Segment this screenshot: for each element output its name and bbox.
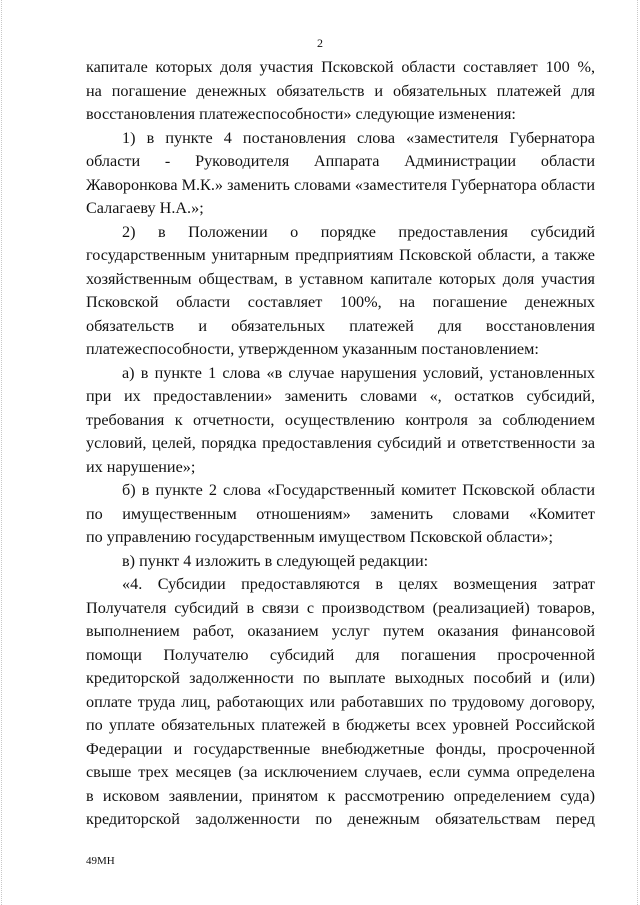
page-number: 2 xyxy=(317,36,323,50)
text-line: помощи Получателю субсидий для погашения просроченной xyxy=(86,645,595,664)
text-line: б) в пункте 2 слова «Государственный комитет Псковской области xyxy=(122,481,595,499)
text-line: Псковской области составляет 100%, на погашение денежных xyxy=(86,293,595,311)
footer-code: 49МН xyxy=(86,855,115,867)
text-line: выполнением работ, оказанием услуг путем оказания финансовой xyxy=(86,622,595,640)
text-line: 2) в Положении о порядке предоставления субсидий xyxy=(122,222,595,241)
text-line: Федерации и государственные внебюджетные фонды, просроченной xyxy=(86,739,595,758)
text-line: капитале которых доля участия Псковской области составляет 100 %, xyxy=(86,58,595,76)
text-line: хозяйственным обществам, в уставном капитале которых доля участия xyxy=(86,269,595,288)
text-line: по управлению государственным имуществом Псковской области»; xyxy=(86,528,553,546)
text-line: по имущественным отношениям» заменить словами «Комитет xyxy=(86,504,595,523)
text-line: а) в пункте 1 слова «в случае нарушения условий, установленных xyxy=(122,363,595,382)
text-line: оплате труда лиц, работающих или работавших по трудовому договору, xyxy=(86,692,595,711)
text-line: свыше трех месяцев (за исключением случаев, если сумма определена xyxy=(86,763,595,781)
text-line: кредиторской задолженности по денежным обязательствам перед xyxy=(86,810,595,828)
text-line: области - Руководителя Аппарата Администрации области xyxy=(86,152,595,170)
text-line: кредиторской задолженности по выплате выходных пособий и (или) xyxy=(86,669,595,687)
text-line: «4. Субсидии предоставляются в целях возмещения затрат xyxy=(122,575,595,593)
text-line: в) пункт 4 изложить в следующей редакции: xyxy=(122,551,429,570)
text-line: по уплате обязательных платежей в бюджеты всех уровней Российской xyxy=(86,716,595,734)
text-line: восстановления платежеспособности» следующие изменения: xyxy=(86,105,516,123)
text-line: платежеспособности, утвержденном указанным постановлением: xyxy=(86,340,539,358)
text-line: требования к отчетности, осуществлению контроля за соблюдением xyxy=(86,410,595,429)
text-line: на погашение денежных обязательств и обязательных платежей для xyxy=(86,81,595,100)
body-text xyxy=(86,56,595,832)
text-line: государственным унитарным предприятиям Псковской области, а также xyxy=(86,246,595,264)
text-line: Салагаеву Н.А.»; xyxy=(86,199,204,217)
right-edge-marks xyxy=(637,0,639,905)
left-edge-marks xyxy=(1,0,3,905)
text-line: 1) в пункте 4 постановления слова «заместителя Губернатора xyxy=(122,128,595,147)
text-line: условий, целей, порядка предоставления субсидий и ответственности за xyxy=(86,434,595,452)
text-line: в исковом заявлении, принятом к рассмотрению определением суда) xyxy=(86,786,595,805)
text-line: Жаворонкова М.К.» заменить словами «заместителя Губернатора области xyxy=(86,175,595,194)
text-line: обязательств и обязательных платежей для восстановления xyxy=(86,316,595,335)
text-line: их нарушение»; xyxy=(86,457,196,476)
text-line: Получателя субсидий в связи с производством (реализацией) товаров, xyxy=(86,598,595,617)
text-line: при их предоставлении» заменить словами «, остатков субсидий, xyxy=(86,387,595,405)
